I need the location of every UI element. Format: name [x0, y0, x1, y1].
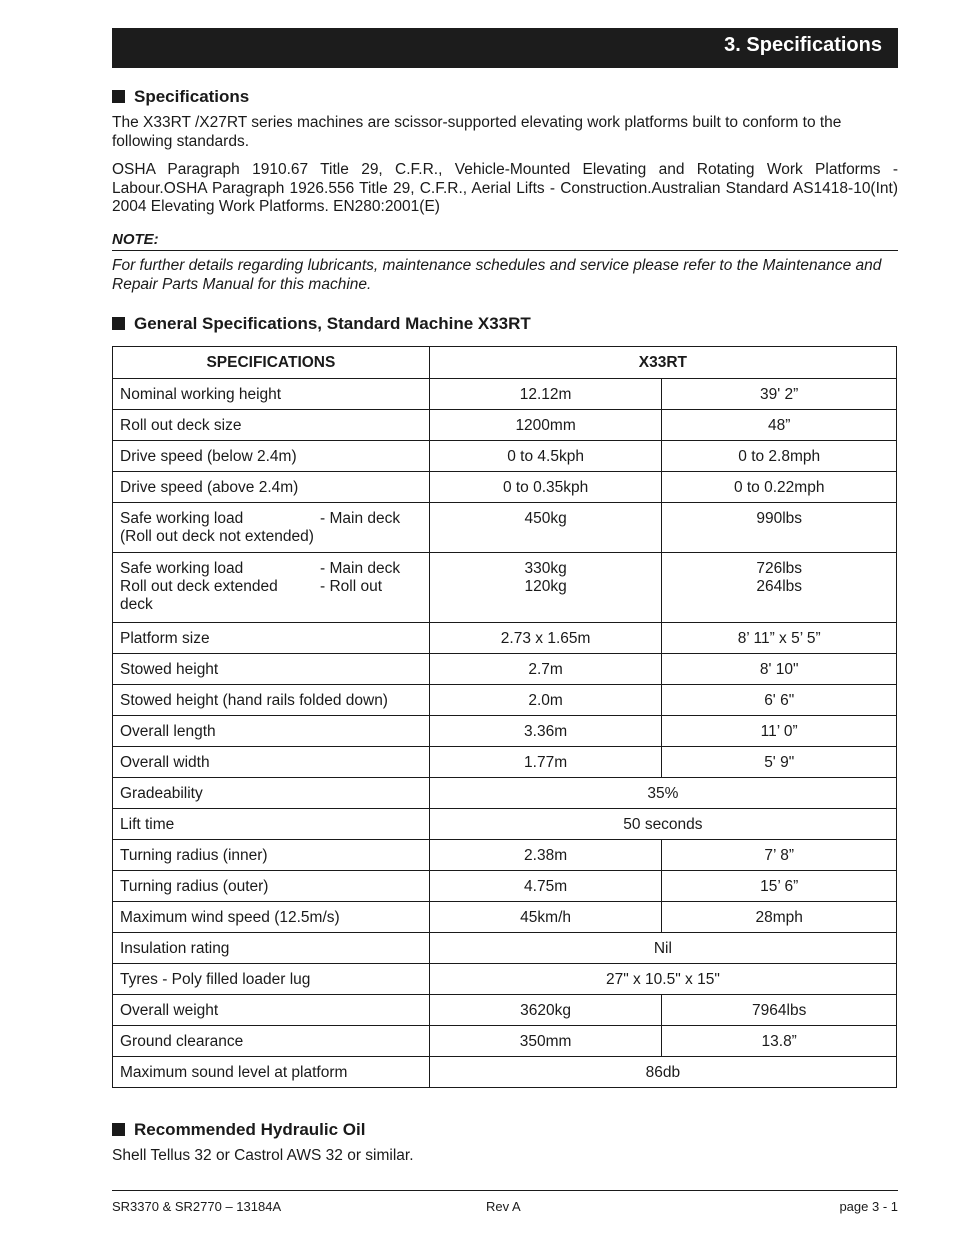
table-row — [113, 716, 897, 747]
square-bullet-icon — [112, 1123, 125, 1136]
row-label-part: deck — [120, 596, 153, 613]
row-label — [113, 503, 430, 553]
row-label: Platform size — [113, 623, 430, 654]
row-imperial: 28mph — [662, 902, 897, 933]
row-imperial: 7964lbs — [662, 995, 897, 1026]
row-metric: 350mm — [429, 1026, 662, 1057]
section-heading-text: Specifications — [134, 87, 250, 106]
row-metric: 450kg — [429, 503, 662, 553]
table-row — [113, 840, 897, 871]
row-imperial: 0 to 2.8mph — [662, 441, 897, 472]
header-cell-model: X33RT — [429, 347, 896, 379]
section-heading-text: Recommended Hydraulic Oil — [134, 1120, 366, 1139]
table-row — [113, 441, 897, 472]
row-label: Maximum wind speed (12.5m/s) — [113, 902, 430, 933]
row-metric — [429, 553, 662, 623]
row-label: Nominal working height — [113, 379, 430, 410]
header-bar — [112, 28, 898, 68]
table-row — [113, 871, 897, 902]
row-metric: 2.38m — [429, 840, 662, 871]
row-label-part: - Main deck — [320, 560, 401, 577]
row-imperial-line: 264lbs — [756, 578, 803, 595]
row-metric: 0 to 0.35kph — [429, 472, 662, 503]
table-row — [113, 1057, 897, 1088]
row-imperial: 48” — [662, 410, 897, 441]
hydraulic-oil-text: Shell Tellus 32 or Castrol AWS 32 or similar. — [112, 1147, 414, 1164]
row-metric: 3.36m — [429, 716, 662, 747]
section-heading-text: General Specifications, Standard Machine X33RT — [134, 314, 531, 333]
table-row — [113, 410, 897, 441]
row-label: Turning radius (inner) — [113, 840, 430, 871]
row-label: Roll out deck size — [113, 410, 430, 441]
row-metric: 2.73 x 1.65m — [429, 623, 662, 654]
standards-paragraph: OSHA Paragraph 1910.67 Title 29, C.F.R., Vehicle-Mounted Elevating and Rotating Work Platforms - Labour.OSHA Paragraph 1926.556 Title 29, C.F.R., Aerial Lifts - Construction.Australian Standard AS1418-10(Int) 2004 Elevating Work Platforms. EN280:2001(E) — [112, 161, 898, 215]
table-header-row — [113, 347, 897, 379]
note-divider — [112, 250, 898, 251]
row-value: 27" x 10.5" x 15" — [429, 964, 896, 995]
section-heading-specifications — [112, 87, 249, 107]
row-label: Tyres - Poly filled loader lug — [113, 964, 430, 995]
row-imperial: 8' 10" — [662, 654, 897, 685]
row-label: Ground clearance — [113, 1026, 430, 1057]
footer-page-number: page 3 - 1 — [839, 1199, 898, 1214]
row-imperial: 5' 9" — [662, 747, 897, 778]
row-imperial: 8’ 11” x 5’ 5” — [662, 623, 897, 654]
row-metric: 1200mm — [429, 410, 662, 441]
table-row — [113, 503, 897, 553]
table-row — [113, 902, 897, 933]
row-label: Overall weight — [113, 995, 430, 1026]
row-label — [113, 553, 430, 623]
table-row — [113, 685, 897, 716]
section-heading-general — [112, 314, 531, 334]
row-metric: 2.0m — [429, 685, 662, 716]
row-imperial: 6' 6" — [662, 685, 897, 716]
row-metric: 45km/h — [429, 902, 662, 933]
footer-revision: Rev A — [486, 1199, 521, 1214]
table-row — [113, 553, 897, 623]
row-label: Lift time — [113, 809, 430, 840]
specifications-table — [112, 346, 897, 1088]
row-label: Maximum sound level at platform — [113, 1057, 430, 1088]
row-imperial: 11’ 0” — [662, 716, 897, 747]
row-metric-line: 330kg — [524, 560, 567, 577]
square-bullet-icon — [112, 90, 125, 103]
table-row — [113, 809, 897, 840]
row-imperial — [662, 553, 897, 623]
row-value: 86db — [429, 1057, 896, 1088]
row-imperial: 7’ 8” — [662, 840, 897, 871]
footer-divider — [112, 1190, 898, 1191]
table-row — [113, 654, 897, 685]
table-row — [113, 778, 897, 809]
row-label-part: Roll out deck extended — [120, 578, 278, 595]
row-imperial: 990lbs — [662, 503, 897, 553]
row-metric-line: 120kg — [524, 578, 567, 595]
row-label: Overall length — [113, 716, 430, 747]
row-label: Drive speed (above 2.4m) — [113, 472, 430, 503]
row-imperial-line: 726lbs — [756, 560, 803, 577]
row-label: Drive speed (below 2.4m) — [113, 441, 430, 472]
row-metric: 12.12m — [429, 379, 662, 410]
note-label: NOTE: — [112, 231, 159, 248]
row-label-part: - Main deck — [320, 510, 401, 527]
row-metric: 3620kg — [429, 995, 662, 1026]
row-value: Nil — [429, 933, 896, 964]
row-label-part: Safe working load — [120, 510, 244, 527]
row-label: Overall width — [113, 747, 430, 778]
table-row — [113, 933, 897, 964]
row-imperial: 15’ 6” — [662, 871, 897, 902]
square-bullet-icon — [112, 317, 125, 330]
row-value: 35% — [429, 778, 896, 809]
table-row — [113, 379, 897, 410]
row-imperial: 0 to 0.22mph — [662, 472, 897, 503]
row-label: Insulation rating — [113, 933, 430, 964]
row-value: 50 seconds — [429, 809, 896, 840]
row-imperial: 39' 2” — [662, 379, 897, 410]
section-heading-hydraulic — [112, 1120, 365, 1140]
header-cell-specifications: SPECIFICATIONS — [113, 347, 430, 379]
row-label: Turning radius (outer) — [113, 871, 430, 902]
note-text: For further details regarding lubricants, maintenance schedules and service please refer to the Maintenance and Repair Parts Manual for this machine. — [112, 257, 882, 293]
row-label-part: - Roll out — [320, 578, 383, 595]
table-row — [113, 623, 897, 654]
row-label: Gradeability — [113, 778, 430, 809]
row-metric: 4.75m — [429, 871, 662, 902]
row-label: Stowed height (hand rails folded down) — [113, 685, 430, 716]
row-label: Stowed height — [113, 654, 430, 685]
table-row — [113, 995, 897, 1026]
page-title: 3. Specifications — [724, 34, 882, 56]
table-row — [113, 472, 897, 503]
row-label-part: (Roll out deck not extended) — [120, 528, 314, 545]
table-row — [113, 964, 897, 995]
footer-document-id: SR3370 & SR2770 – 13184A — [112, 1199, 282, 1214]
table-row — [113, 1026, 897, 1057]
row-label-part: Safe working load — [120, 560, 244, 577]
row-metric: 2.7m — [429, 654, 662, 685]
row-imperial: 13.8” — [662, 1026, 897, 1057]
intro-paragraph: The X33RT /X27RT series machines are scissor-supported elevating work platforms built to conform to the following standards. — [112, 114, 842, 150]
row-metric: 1.77m — [429, 747, 662, 778]
table-row — [113, 747, 897, 778]
row-metric: 0 to 4.5kph — [429, 441, 662, 472]
